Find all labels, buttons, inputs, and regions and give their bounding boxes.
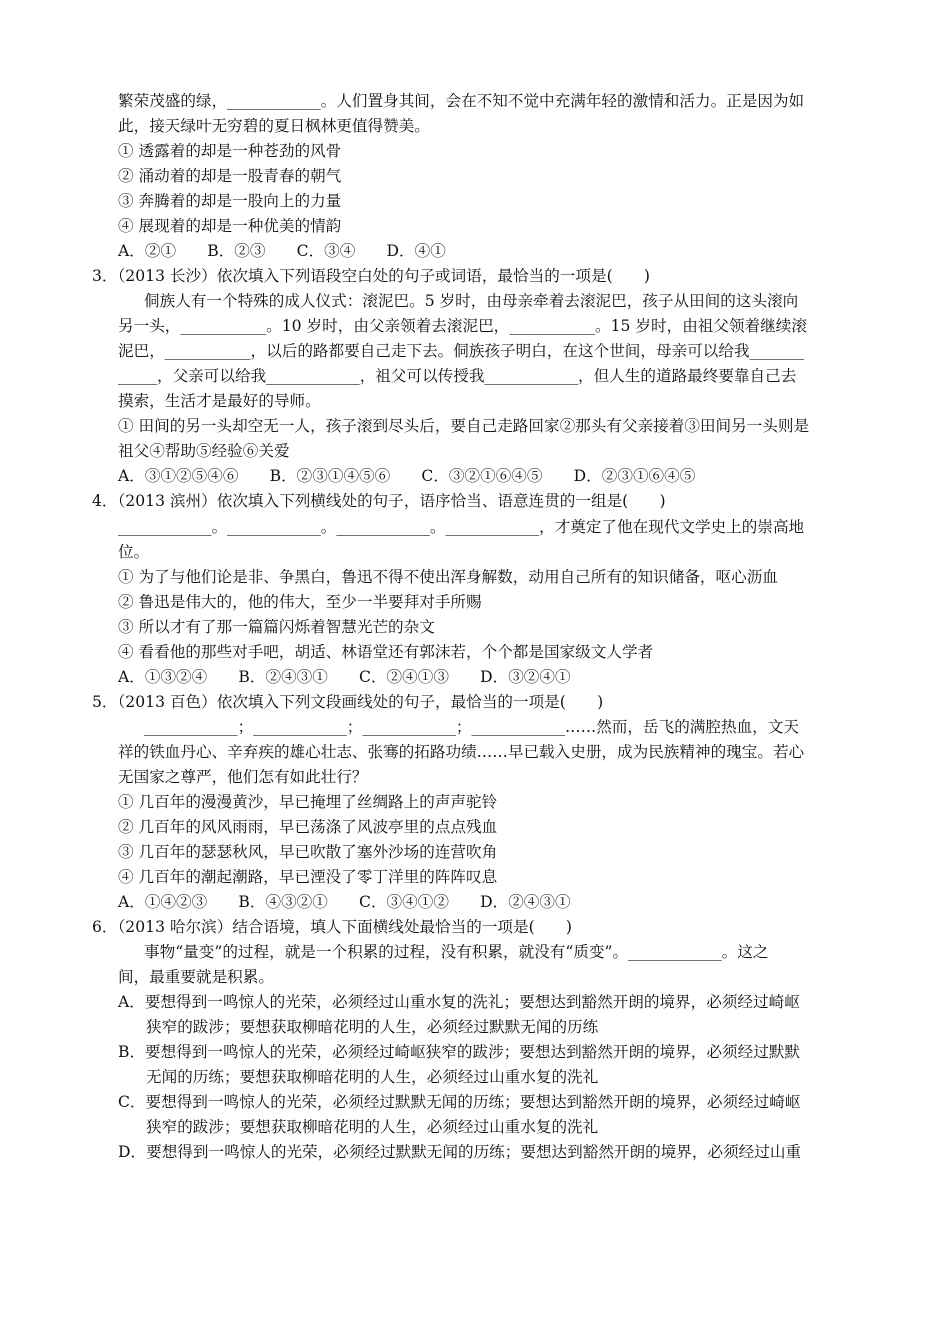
q5-stem: 5．（2013 百色）依次填入下列文段画线处的句子，最恰当的一项是( ) [92,693,604,711]
q2-passage-line-1: 繁荣茂盛的绿，____________。人们置身其间，会在不知不觉中充满年轻的激情和活力。正是因为如 [118,92,805,110]
q6-option-b-line-2: 无闻的历练；要想获取柳暗花明的人生，必须经过山重水复的洗礼 [146,1068,599,1086]
q4-stem: 4．（2013 滨州）依次填入下列横线处的句子，语序恰当、语意连贯的一组是( ) [92,492,666,510]
q3-options-line-1: ① 田间的另一头却空无一人，孩子滚到尽头后，要自己走路回家②那头有父亲接着③田间另一头则是 [118,417,810,435]
q4-option-1: ① 为了与他们论是非、争黑白，鲁迅不得不使出浑身解数，动用自己所有的知识储备，呕心沥血 [118,568,778,586]
q2-option-1: ① 透露着的却是一种苍劲的风骨 [118,142,342,160]
q4-answer-choices: A．①③②④ B．②④③① C．②④①③ D．③②④① [118,668,571,686]
q4-passage-line-2: 位。 [118,543,150,561]
q5-passage-line-3: 无国家之尊严，他们怎有如此壮行？ [118,768,368,786]
q3-passage-line-1: 侗族人有一个特殊的成人仪式：滚泥巴。5 岁时，由母亲牵着去滚泥巴，孩子从田间的这头滚向 [144,292,799,310]
q3-answer-choices: A．③①②⑤④⑥ B．②③①④⑤⑥ C．③②①⑥④⑤ D．②③①⑥④⑤ [118,467,696,485]
q6-option-c-line-1: C．要想得到一鸣惊人的光荣，必须经过默默无闻的历练；要想达到豁然开朗的境界，必须经过崎岖 [118,1093,801,1111]
q6-passage-line-1: 事物“量变”的过程，就是一个积累的过程，没有积累，就没有“质变”。____________。这之 [144,943,769,961]
q4-option-3: ③ 所以才有了那一篇篇闪烁着智慧光芒的杂文 [118,618,435,636]
q6-option-c-line-2: 狭窄的跋涉；要想获取柳暗花明的人生，必须经过山重水复的洗礼 [146,1118,599,1136]
q6-option-b-line-1: B．要想得到一鸣惊人的光荣，必须经过崎岖狭窄的跋涉；要想达到豁然开朗的境界，必须经过默默 [118,1043,800,1061]
q3-passage-line-4: _____，父亲可以给我____________，祖父可以传授我____________，但人生的道路最终要靠自己去 [118,367,797,385]
q3-passage-line-5: 摸索，生活才是最好的导师。 [118,392,321,410]
q3-options-line-2: 祖父④帮助⑤经验⑥关爱 [118,442,290,460]
q2-option-4: ④ 展现着的却是一种优美的情韵 [118,217,342,235]
q6-option-a-line-2: 狭窄的跋涉；要想获取柳暗花明的人生，必须经过默默无闻的历练 [146,1018,599,1036]
q3-passage-line-3: 泥巴，___________，以后的路都要自己走下去。侗族孩子明白，在这个世间，母亲可以给我_______ [118,342,805,360]
q5-option-1: ① 几百年的漫漫黄沙，早已掩埋了丝绸路上的声声驼铃 [118,793,498,811]
q4-passage-line-1: ____________。____________。____________。____________，才奠定了他在现代文学史上的崇高地 [118,518,805,536]
q5-answer-choices: A．①④②③ B．④③②① C．③④①② D．②④③① [118,893,571,911]
q3-passage-line-2: 另一头，___________。10 岁时，由父亲领着去滚泥巴，___________。15 岁时，由祖父领着继续滚 [118,317,807,335]
q4-option-2: ② 鲁迅是伟大的，他的伟大，至少一半要拜对手所赐 [118,593,482,611]
q2-answer-choices: A．②① B．②③ C．③④ D．④① [118,242,446,260]
q5-option-3: ③ 几百年的瑟瑟秋风，早已吹散了塞外沙场的连营吹角 [118,843,498,861]
q2-passage-line-2: 此，接天绿叶无穷碧的夏日枫林更值得赞美。 [118,117,430,135]
q6-stem: 6．（2013 哈尔滨）结合语境，填人下面横线处最恰当的一项是( ) [92,918,572,936]
q6-option-a-line-1: A．要想得到一鸣惊人的光荣，必须经过山重水复的洗礼；要想达到豁然开朗的境界，必须经过崎岖 [118,993,800,1011]
q3-stem: 3．（2013 长沙）依次填入下列语段空白处的句子或词语，最恰当的一项是( ) [92,267,650,285]
q2-option-2: ② 涌动着的却是一股青春的朝气 [118,167,342,185]
q6-passage-line-2: 间，最重要就是积累。 [118,968,274,986]
q5-passage-line-1: ____________；____________；____________；____________……然而，岳飞的满腔热血，文天 [144,718,799,736]
q2-option-3: ③ 奔腾着的却是一股向上的力量 [118,192,342,210]
q5-option-4: ④ 几百年的潮起潮路，早已湮没了零丁洋里的阵阵叹息 [118,868,498,886]
q5-option-2: ② 几百年的风风雨雨，早已荡涤了风波亭里的点点残血 [118,818,498,836]
q5-passage-line-2: 祥的铁血丹心、辛弃疾的雄心壮志、张骞的拓路功绩……早已载入史册，成为民族精神的瑰宝。若心 [118,743,805,761]
q6-option-d-line-1: D．要想得到一鸣惊人的光荣，必须经过默默无闻的历练；要想达到豁然开朗的境界，必须经过山重 [118,1143,802,1161]
q4-option-4: ④ 看看他的那些对手吧，胡适、林语堂还有郭沫若，个个都是国家级文人学者 [118,643,654,661]
